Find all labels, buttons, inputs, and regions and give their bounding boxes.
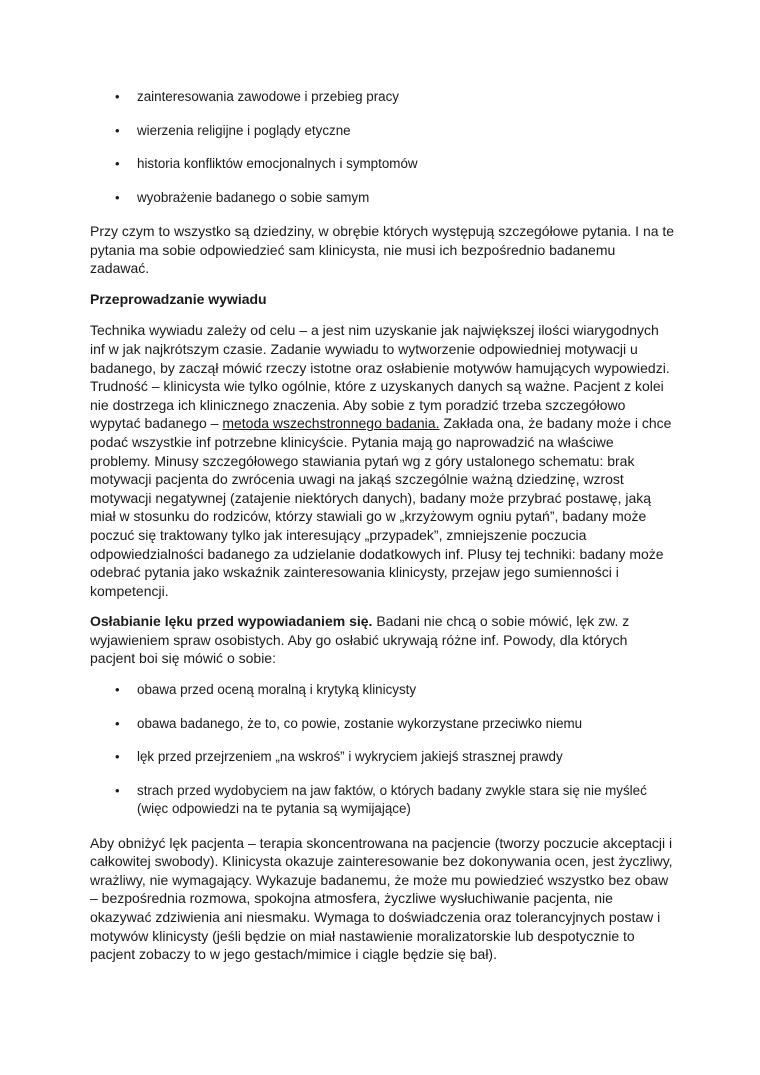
list-item-text: strach przed wydobyciem na jaw faktów, o których badany zwykle stara się nie myśleć (więc odpowiedzi na te pytania są wymijające) (137, 782, 647, 817)
list-item-text: wierzenia religijne i poglądy etyczne (137, 122, 351, 138)
bullet-icon: • (115, 189, 120, 205)
bullet-list-fears (90, 681, 675, 819)
bullet-icon: • (115, 782, 120, 798)
list-item (90, 155, 675, 174)
bullet-icon: • (115, 749, 120, 765)
list-item-text: wyobrażenie badanego o sobie samym (137, 189, 370, 205)
list-item (90, 715, 675, 734)
list-item-text: lęk przed przejrzeniem „na wskroś” i wykryciem jakiejś strasznej prawdy (137, 749, 563, 765)
paragraph-anxiety (90, 612, 675, 668)
list-item (90, 681, 675, 700)
bullet-icon: • (115, 156, 120, 171)
list-item (90, 88, 675, 107)
list-item (90, 782, 675, 819)
paragraph-text: Badani nie chcą o sobie mówić, lęk zw. z wyjawieniem spraw osobistych. Aby go osłabić ukrywają różne inf. Powody, dla których pacjent boi się mówić o sobie: (90, 613, 630, 667)
bullet-icon: • (115, 89, 120, 104)
paragraph-text: Technika wywiadu zależy od celu – a jest nim uzyskanie jak największej ilości wiarygodnych inf w jak najkrótszym czasie. Zadanie wywiadu to wytworzenie odpowiedniej motywacji u badanego, by zaczął mówić rzeczy istotne oraz osłabienie motywów hamujących wypowiedzi. Trudność – klinicysta wie tylko ogólnie, które z uzyskanych danych są ważne. Pacjent z kolei nie dostrzega ich klinicznego znaczenia. Aby sobie z tym poradzić trzeba szczegółowo wypytać badanego – (90, 322, 670, 432)
bold-lead: Osłabianie lęku przed wypowiadaniem się. (90, 613, 373, 630)
list-item-text: zainteresowania zawodowe i przebieg pracy (137, 89, 400, 104)
paragraph-domains: Przy czym to wszystko są dziedziny, w obrębie których występują szczegółowe pytania. I na te pytania ma sobie odpowiedzieć sam klinicysta, nie musi ich bezpośrednio badanemu zadawać. (90, 223, 675, 277)
list-item (90, 748, 675, 767)
list-item-text: obawa przed oceną moralną i krytyką klinicysty (137, 682, 417, 698)
list-item (90, 122, 675, 141)
paragraph-reducing-anxiety: Aby obniżyć lęk pacjenta – terapia skoncentrowana na pacjencie (tworzy poczucie akceptacji i całkowitej swobody). Klinicysta okazuje zainteresowanie bez dokonywania ocen, jest życzliwy, wrażliwy, nie wymagający. Wykazuje badanemu, że może mu powiedzieć wszystko bez obaw – bezpośrednia rozmowa, spokojna atmosfera, życzliwe wysłuchiwanie pacjenta, nie okazywać zdziwienia ani niesmaku. Wymaga to doświadczenia oraz tolerancyjnych postaw i motywów klinicysty (jeśli będzie on miał nastawienie moralizatorskie lub despotycznie to pacjent zobaczy to w jego gestach/mimice i ciągle będzie się bał). (90, 834, 673, 963)
list-item-text: historia konfliktów emocjonalnych i symptomów (137, 156, 418, 171)
underlined-term: metoda wszechstronnego badania. (222, 415, 440, 432)
list-item (90, 189, 675, 208)
bullet-icon: • (115, 715, 120, 731)
list-item-text: obawa badanego, że to, co powie, zostanie wykorzystane przeciwko niemu (137, 715, 583, 731)
bullet-icon: • (115, 122, 120, 138)
document-page (90, 88, 675, 976)
bullet-list-topics (90, 88, 675, 207)
paragraph-interview-technique (90, 321, 675, 600)
bullet-icon: • (115, 682, 120, 698)
paragraph-text: Zakłada ona, że badany może i chce podać wszystkie inf potrzebne klinicyście. Pytania mają go naprowadzić na właściwe problemy. Minusy szczegółowego stawiania pytań wg z góry ustalonego schematu: brak motywacji pacjenta do zwrócenia uwagi na jakąś szczególnie ważną dziedzinę, wzrost motywacji negatywnej (zatajenie niektórych danych), badany może przybrać postawę, jaką miał w stosunku do rodziców, którzy stawiali go w „krzyżowym ogniu pytań”, badany może poczuć się traktowany tylko jak interesujący „przypadek”, zmniejszenie poczucia odpowiedzialności badanego za udzielanie dodatkowych inf. Plusy tej techniki: badany może odebrać pytania jako wskaźnik zainteresowania klinicysty, przejaw jego sumienności i kompetencji. (90, 415, 672, 599)
section-heading: Przeprowadzanie wywiadu (90, 290, 267, 307)
